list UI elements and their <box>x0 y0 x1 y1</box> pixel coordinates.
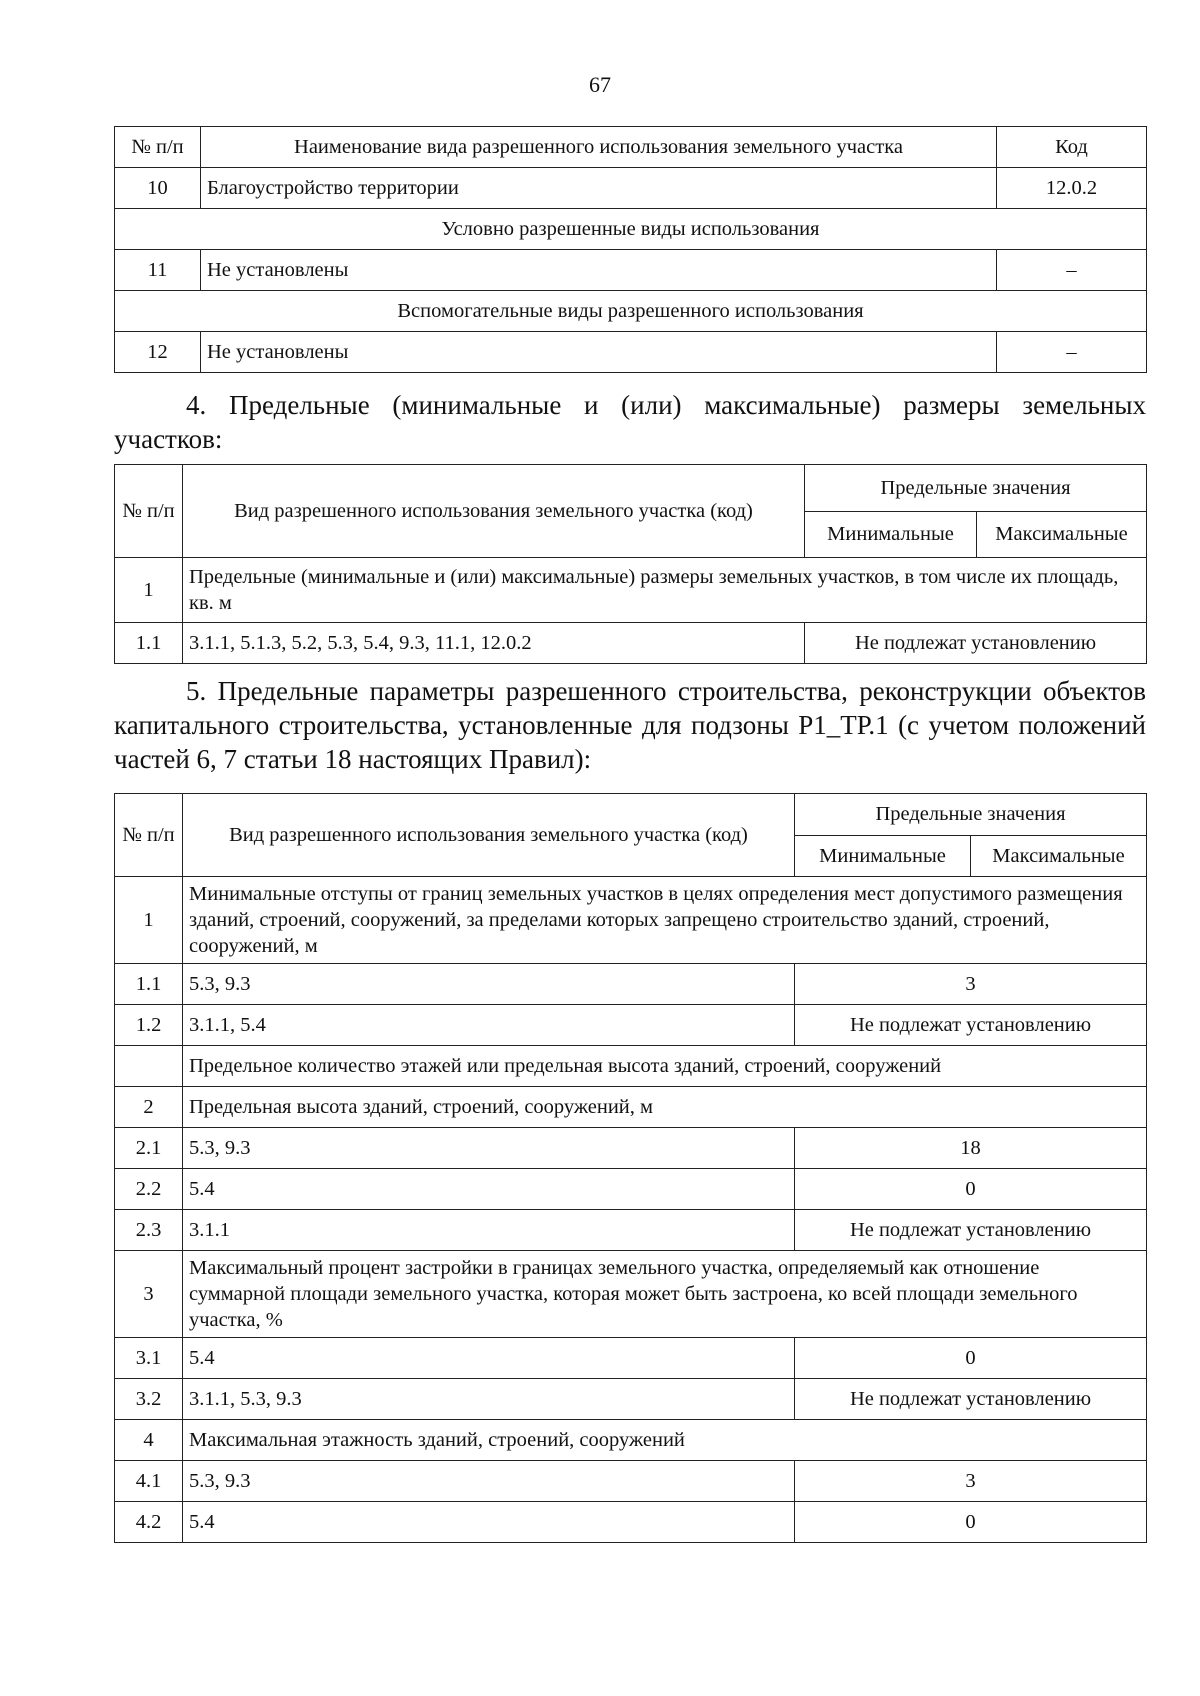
page-number: 67 <box>589 72 611 97</box>
header-min: Минимальные <box>805 511 977 558</box>
row-value: Не подлежат установлению <box>805 623 1147 664</box>
table-row <box>115 250 1147 291</box>
row-num: 3 <box>115 1251 183 1338</box>
row-value: Не подлежат установлению <box>795 1210 1147 1251</box>
permitted-uses-table <box>114 126 1147 373</box>
section-row <box>115 209 1147 250</box>
table-row <box>115 332 1147 373</box>
header-kind: Вид разрешенного использования земельного участка (код) <box>183 794 795 877</box>
paragraph-4 <box>114 388 1146 456</box>
row-code: – <box>997 250 1147 291</box>
row-num: 4.1 <box>115 1461 183 1502</box>
row-num: 4.2 <box>115 1502 183 1543</box>
table-row <box>115 1379 1147 1420</box>
row-text: Предельная высота зданий, строений, сооружений, м <box>183 1087 1147 1128</box>
table-row <box>115 1338 1147 1379</box>
paragraph-5-text: 5. Предельные параметры разрешенного строительства, реконструкции объектов капитального строительства, установленные для подзоны Р1_ТР.1 (с учетом положений частей 6, 7 статьи 18 настоящих Правил): <box>114 676 1146 774</box>
row-codes: 5.4 <box>183 1169 795 1210</box>
row-name: Не установлены <box>201 250 997 291</box>
table-row <box>115 1046 1147 1087</box>
header-kind: Вид разрешенного использования земельного участка (код) <box>183 465 805 558</box>
construction-parameters-table <box>114 793 1147 1543</box>
table-row <box>115 168 1147 209</box>
row-num: 11 <box>115 250 201 291</box>
row-num: 1.1 <box>115 964 183 1005</box>
table-header-row <box>115 465 1147 512</box>
table-row <box>115 558 1147 623</box>
table-row <box>115 1005 1147 1046</box>
row-num: 2.1 <box>115 1128 183 1169</box>
header-max: Максимальные <box>977 511 1147 558</box>
row-text: Максимальный процент застройки в границах земельного участка, определяемый как отношение суммарной площади земельного участка, которая может быть застроена, ко всей площади земельного участка, % <box>183 1251 1147 1338</box>
row-num: 2.3 <box>115 1210 183 1251</box>
row-code: – <box>997 332 1147 373</box>
table-row <box>115 1087 1147 1128</box>
plot-size-table <box>114 464 1147 664</box>
header-min: Минимальные <box>795 835 971 877</box>
row-num: 1 <box>115 877 183 964</box>
row-name: Не установлены <box>201 332 997 373</box>
table-row <box>115 1128 1147 1169</box>
row-text: Предельные (минимальные и (или) максимальные) размеры земельных участков, в том числе их площадь, кв. м <box>183 558 1147 623</box>
table-row <box>115 1502 1147 1543</box>
table-header-row <box>115 794 1147 836</box>
table-row <box>115 1420 1147 1461</box>
table-row <box>115 1210 1147 1251</box>
header-num: № п/п <box>115 794 183 877</box>
header-max: Максимальные <box>971 835 1147 877</box>
paragraph-4-text: 4. Предельные (минимальные и (или) максимальные) размеры земельных участков: <box>114 390 1146 454</box>
row-codes: 5.3, 9.3 <box>183 964 795 1005</box>
table-header-row <box>115 127 1147 168</box>
row-num: 12 <box>115 332 201 373</box>
table-row <box>115 964 1147 1005</box>
row-value: Не подлежат установлению <box>795 1379 1147 1420</box>
row-num: 3.2 <box>115 1379 183 1420</box>
row-num: 4 <box>115 1420 183 1461</box>
section-row <box>115 291 1147 332</box>
row-text: Максимальная этажность зданий, строений, сооружений <box>183 1420 1147 1461</box>
section-title: Условно разрешенные виды использования <box>115 209 1147 250</box>
row-codes: 5.3, 9.3 <box>183 1461 795 1502</box>
row-value: 3 <box>795 964 1147 1005</box>
row-num: 1.2 <box>115 1005 183 1046</box>
row-codes: 3.1.1 <box>183 1210 795 1251</box>
row-codes: 5.4 <box>183 1502 795 1543</box>
row-num: 3.1 <box>115 1338 183 1379</box>
table-row <box>115 1461 1147 1502</box>
header-name: Наименование вида разрешенного использования земельного участка <box>201 127 997 168</box>
header-num: № п/п <box>115 465 183 558</box>
row-value: 0 <box>795 1338 1147 1379</box>
row-num: 1 <box>115 558 183 623</box>
row-name: Благоустройство территории <box>201 168 997 209</box>
row-value: 18 <box>795 1128 1147 1169</box>
row-value: 0 <box>795 1502 1147 1543</box>
row-num: 2.2 <box>115 1169 183 1210</box>
row-num: 10 <box>115 168 201 209</box>
header-code: Код <box>997 127 1147 168</box>
row-text: Предельное количество этажей или предельная высота зданий, строений, сооружений <box>183 1046 1147 1087</box>
row-codes: 5.3, 9.3 <box>183 1128 795 1169</box>
row-num: 2 <box>115 1087 183 1128</box>
row-codes: 3.1.1, 5.3, 9.3 <box>183 1379 795 1420</box>
header-limits: Предельные значения <box>795 794 1147 836</box>
header-limits: Предельные значения <box>805 465 1147 512</box>
table-row <box>115 1251 1147 1338</box>
row-codes: 3.1.1, 5.1.3, 5.2, 5.3, 5.4, 9.3, 11.1, 12.0.2 <box>183 623 805 664</box>
table-row <box>115 1169 1147 1210</box>
row-value: Не подлежат установлению <box>795 1005 1147 1046</box>
header-num: № п/п <box>115 127 201 168</box>
row-num: 1.1 <box>115 623 183 664</box>
row-num <box>115 1046 183 1087</box>
row-codes: 3.1.1, 5.4 <box>183 1005 795 1046</box>
row-value: 0 <box>795 1169 1147 1210</box>
row-codes: 5.4 <box>183 1338 795 1379</box>
table-row <box>115 623 1147 664</box>
row-text: Минимальные отступы от границ земельных участков в целях определения мест допустимого размещения зданий, строений, сооружений, за пределами которых запрещено строительство зданий, строений, сооружений, м <box>183 877 1147 964</box>
row-code: 12.0.2 <box>997 168 1147 209</box>
row-value: 3 <box>795 1461 1147 1502</box>
paragraph-5 <box>114 674 1146 776</box>
table-row <box>115 877 1147 964</box>
section-title: Вспомогательные виды разрешенного использования <box>115 291 1147 332</box>
